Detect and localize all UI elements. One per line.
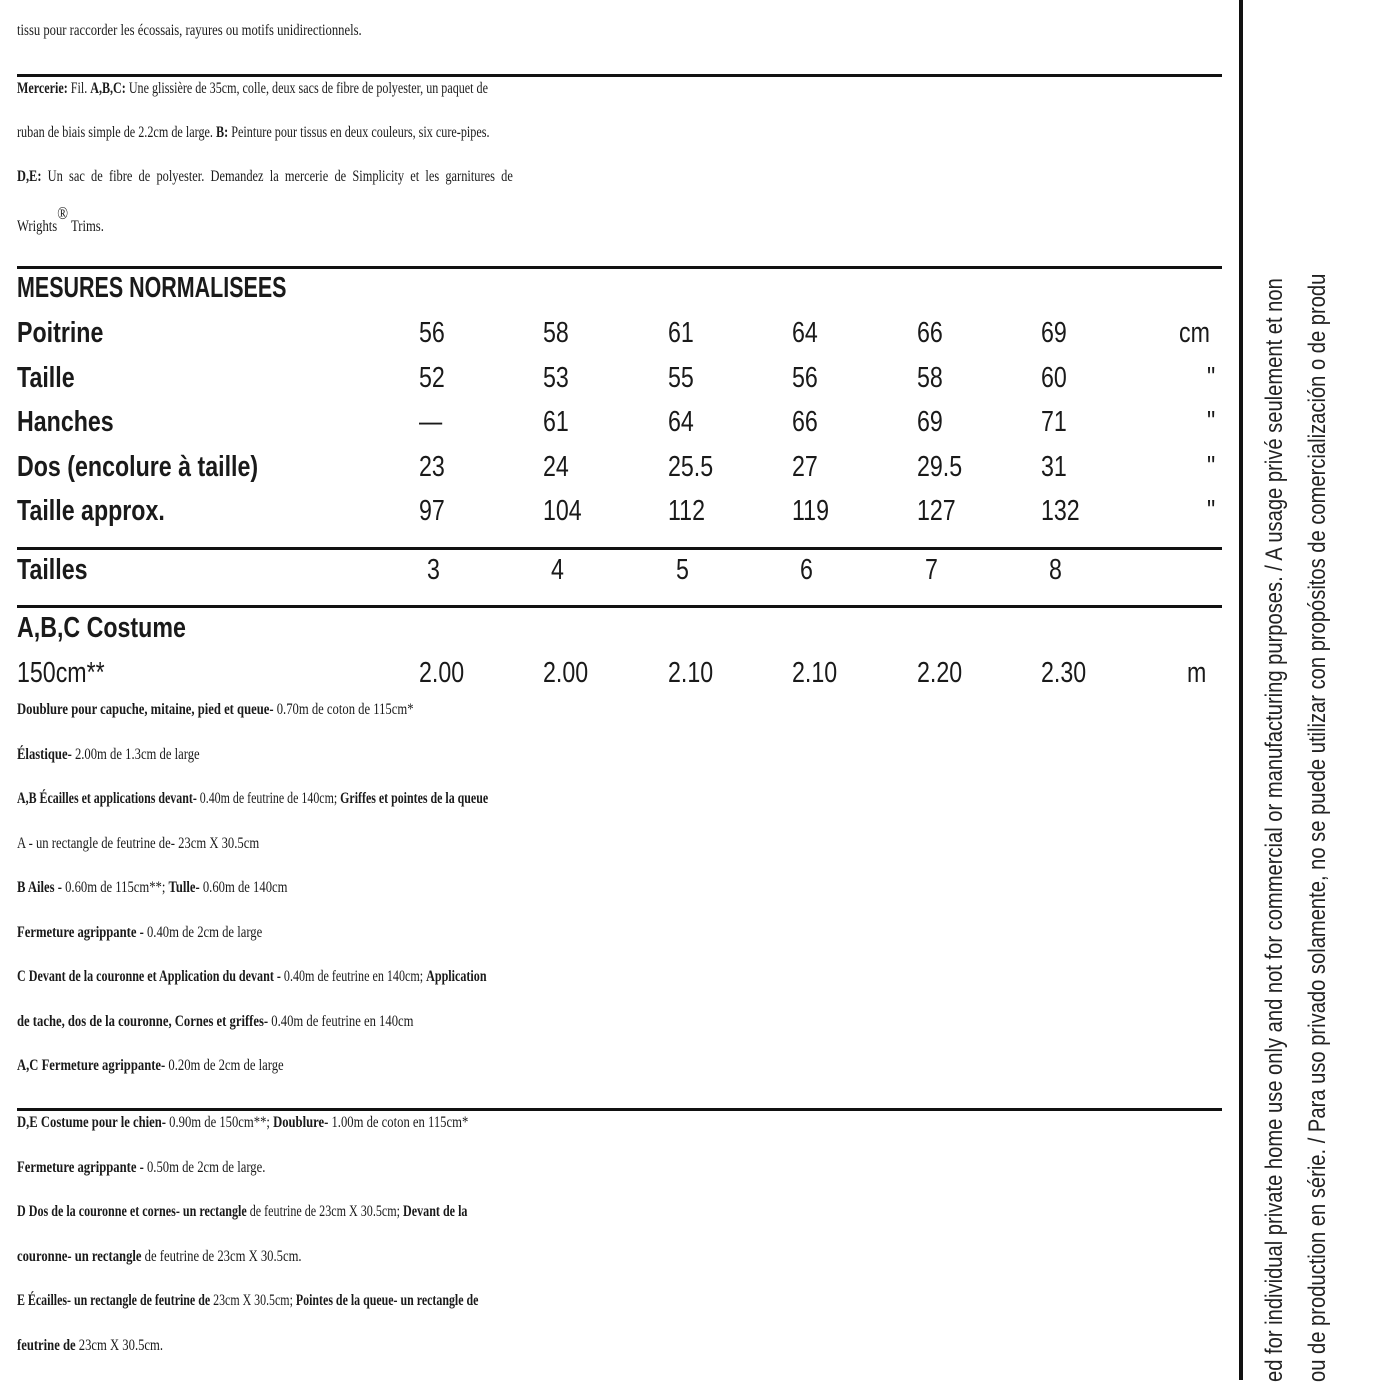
divider — [17, 74, 1222, 77]
item-label: Doublure pour capuche, mitaine, pied et queue- — [17, 701, 274, 718]
measurement-value: 64 — [668, 406, 694, 438]
item-text: 0.40m de feutrine en 140cm — [268, 1012, 414, 1030]
measurement-value: 27 — [792, 450, 818, 483]
measurement-unit: cm — [1179, 317, 1210, 349]
divider — [17, 547, 1222, 550]
requirement-line — [17, 701, 519, 746]
requirement-line — [17, 1057, 355, 1102]
measurement-row — [17, 406, 1227, 450]
item-label: de tache, dos de la couronne, Cornes et griffes- — [17, 1012, 269, 1030]
item-text: 23cm X 30.5cm; — [210, 1292, 296, 1309]
intro-line-1 — [17, 0, 615, 23]
item-label: E Écailles- un rectangle de feutrine de — [17, 1292, 211, 1309]
item-label: Fermeture agrippante - — [17, 923, 144, 941]
measurement-value: 66 — [917, 317, 943, 349]
registered-mark: ® — [57, 203, 69, 223]
fabric-row: 150cm** 2.00 2.00 2.10 2.10 2.20 2.30 m — [17, 657, 1207, 689]
item-text: 0.50m de 2cm de large. — [143, 1158, 266, 1176]
requirement-line — [17, 835, 324, 880]
item-text: 2.00m de 1.3cm de large — [71, 745, 200, 763]
measurement-value: 97 — [419, 495, 445, 527]
requirement-line — [17, 1114, 588, 1159]
requirement-line — [17, 1159, 331, 1204]
costume-title: A,B,C Costume — [17, 612, 186, 644]
side-notice-line-2: ou de production en série. / Para uso privado solamente, no se puede utilizar con propósitos de comercialización o de produ — [1304, 273, 1331, 1382]
item-label: feutrine de — [17, 1336, 76, 1354]
item-text: 0.60m de 140cm — [199, 879, 288, 896]
measurement-value: 58 — [917, 361, 943, 394]
item-text: 0.90m de 150cm**; — [165, 1114, 274, 1131]
item-text: de feutrine de 23cm X 30.5cm. — [141, 1247, 302, 1265]
item-label: A,B Écailles et applications devant- — [17, 790, 197, 807]
measurements-title: MESURES NORMALISEES — [17, 272, 287, 304]
item-label: Griffes et pointes de la queue — [340, 790, 489, 807]
item-label: Tulle- — [168, 879, 200, 896]
item-label: Doublure- — [273, 1114, 329, 1131]
measurement-unit: " — [1207, 406, 1216, 438]
requirement-line — [17, 1337, 202, 1382]
measurement-label: Dos (encolure à taille) — [17, 450, 259, 483]
item-text: 0.40m de 2cm de large — [143, 923, 263, 941]
item-label: D Dos de la couronne et cornes- un rectangle — [17, 1203, 247, 1220]
measurement-row — [17, 362, 1227, 406]
item-text: 0.60m de 115cm**; — [61, 879, 169, 896]
item-label: Fermeture agrippante - — [17, 1158, 144, 1176]
measurement-value: 56 — [792, 361, 818, 394]
requirement-line — [17, 1248, 377, 1293]
requirement-line — [17, 968, 639, 1013]
requirement-line — [17, 1203, 614, 1248]
notions-label: Mercerie: — [17, 80, 68, 97]
measurement-value: 60 — [1041, 361, 1067, 394]
measurement-row — [17, 451, 1227, 495]
measurement-unit: " — [1207, 495, 1216, 527]
notions-line-2: ruban de biais simple de 2.2cm de large. B: Peinture pour tissus en deux couleurs, six cure-pipes. — [17, 124, 490, 141]
item-text: 0.40m de feutrine de 140cm; — [196, 790, 341, 807]
measurement-value: 69 — [917, 406, 943, 438]
measurement-value: 23 — [419, 450, 445, 483]
measurement-unit: " — [1207, 450, 1216, 483]
measurement-value: 25.5 — [668, 450, 714, 483]
measurement-value: 132 — [1041, 495, 1080, 527]
item-text: A - un rectangle de feutrine de- 23cm X 30.5cm — [17, 834, 260, 852]
measurement-value: 58 — [543, 317, 569, 349]
requirement-line — [17, 1013, 519, 1058]
measurement-label: Taille approx. — [17, 495, 165, 527]
item-text: 1.00m de coton en 115cm* — [328, 1114, 469, 1131]
measurement-value: 64 — [792, 317, 818, 349]
measurement-row — [17, 317, 1227, 361]
item-label: D,E Costume pour le chien- — [17, 1114, 166, 1131]
item-text: 0.20m de 2cm de large — [165, 1057, 284, 1074]
divider — [17, 605, 1222, 608]
measurement-value: 66 — [792, 406, 818, 438]
notions-line-4: Wrights® Trims. — [17, 203, 104, 235]
requirement-line — [17, 924, 327, 969]
item-label: Application — [426, 968, 487, 985]
item-label: B Ailes - — [17, 879, 62, 896]
notions-line-1: Mercerie: Fil. A,B,C: Une glissière de 35cm, colle, deux sacs de fibre de polyester, un paquet de — [17, 80, 488, 97]
item-label: C Devant de la couronne et Application du devant - — [17, 968, 281, 985]
requirement-line — [17, 879, 359, 924]
item-label: couronne- un rectangle — [17, 1247, 142, 1265]
requirement-line — [17, 746, 248, 791]
measurement-value: 127 — [917, 495, 956, 527]
notions-line-3: D,E: Un sac de fibre de polyester. Demandez la mercerie de Simplicity et les garnitures de — [17, 168, 513, 185]
item-label: Pointes de la queue- un rectangle de — [295, 1292, 479, 1309]
measurement-value: — — [419, 406, 443, 438]
requirement-line — [17, 790, 649, 835]
divider — [17, 1108, 1222, 1111]
measurement-value: 24 — [543, 450, 569, 483]
measurement-value: 69 — [1041, 317, 1067, 349]
measurement-value: 61 — [543, 406, 569, 438]
measurement-value: 31 — [1041, 450, 1067, 483]
measurement-value: 53 — [543, 361, 569, 394]
measurement-label: Hanches — [17, 406, 114, 438]
measurement-value: 119 — [792, 495, 829, 527]
item-text: 0.40m de feutrine en 140cm; — [280, 968, 427, 985]
side-border — [1239, 0, 1243, 1380]
requirement-line — [17, 1292, 636, 1337]
measurement-value: 52 — [419, 361, 445, 394]
item-text: 23cm X 30.5cm. — [75, 1336, 164, 1354]
measurement-row — [17, 495, 1227, 539]
item-text: de feutrine de 23cm X 30.5cm; — [246, 1203, 404, 1220]
divider — [17, 266, 1222, 269]
measurement-unit: " — [1207, 361, 1216, 394]
measurement-value: 112 — [668, 495, 705, 527]
intro-line-2: tissu pour raccorder les écossais, rayures ou motifs unidirectionnels. — [17, 22, 362, 39]
item-label: Devant de la — [403, 1203, 468, 1220]
side-notice-line-1: ed for individual private home use only and not for commercial or manufacturing purposes. / A usage privé seulement et non — [1261, 278, 1288, 1382]
sizes-row: Tailles 3 4 5 6 7 8 — [17, 554, 1062, 586]
measurement-value: 29.5 — [917, 450, 963, 483]
item-text: 0.70m de coton de 115cm* — [273, 701, 414, 718]
measurement-label: Taille — [17, 361, 75, 394]
measurement-value: 104 — [543, 495, 582, 527]
measurement-value: 61 — [668, 317, 694, 349]
measurement-value: 71 — [1041, 406, 1067, 438]
item-label: Élastique- — [17, 745, 72, 763]
item-label: A,C Fermeture agrippante- — [17, 1057, 166, 1074]
measurement-label: Poitrine — [17, 317, 104, 349]
measurement-value: 55 — [668, 361, 694, 394]
measurement-value: 56 — [419, 317, 445, 349]
